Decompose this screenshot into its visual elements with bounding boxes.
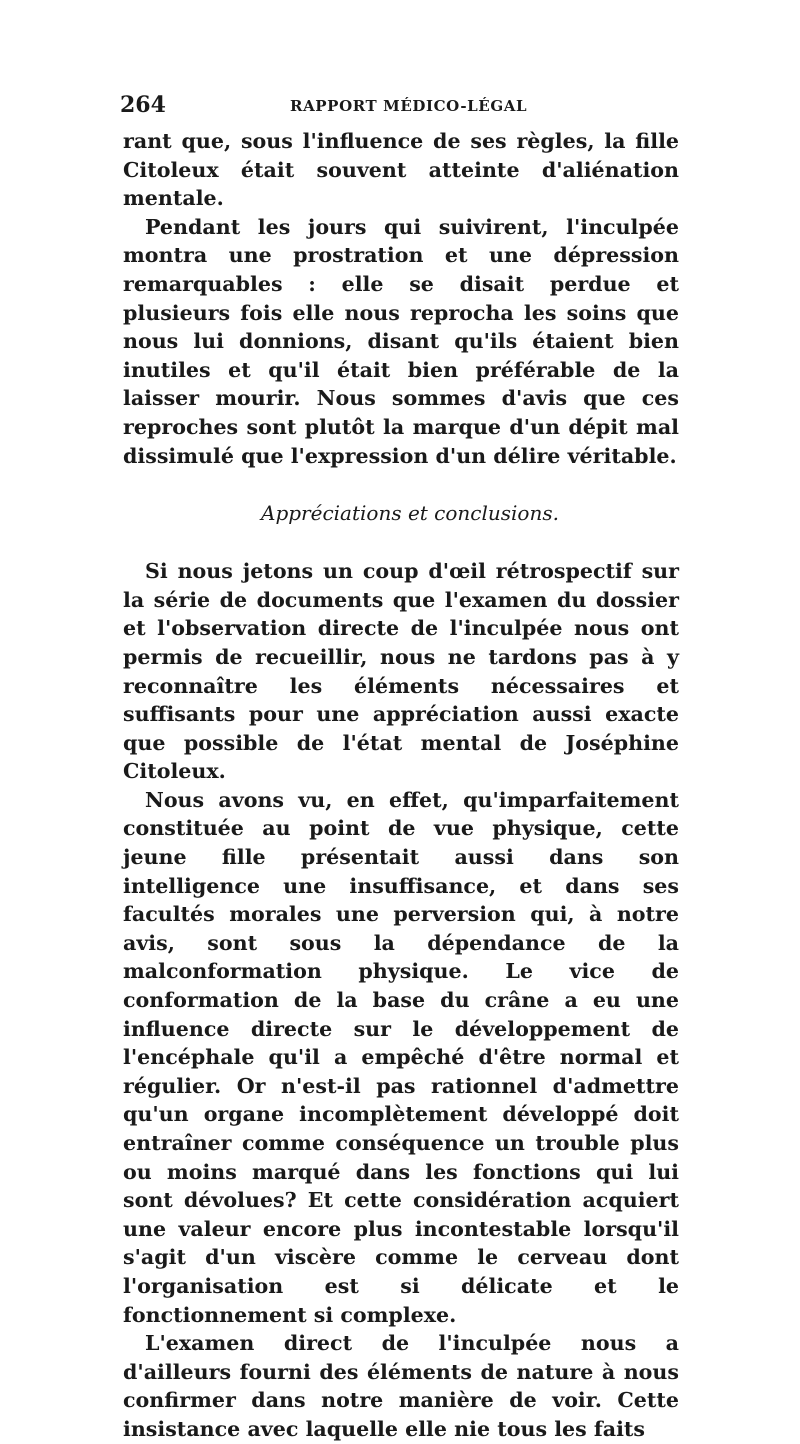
paragraph: Nous avons vu, en effet, qu'imparfaitement constituée au point de vue physique, cette jeune fille présentait aussi dans son intelligence une insuffisance, et dans ses facultés morales une perversion qui, à notre avis, sont sous la dépendance de la malconformation physique. Le vice de conformation de la base du crâne a eu une influence directe sur le développement de l'encéphale qu'il a empêché d'être normal et régulier. Or n'est-il pas rationnel d'admettre qu'un organe incomplètement développé doit entraîner comme conséquence un trouble plus ou moins marqué dans les fonctions qui lui sont dévolues? Et cette considération acquiert une valeur encore plus incontestable lorsqu'il s'agit d'un viscère comme le cerveau dont l'organisation est si délicate et le fonctionnement si complexe. [123,787,679,1327]
paragraph: rant que, sous l'influence de ses règles, la fille Citoleux était souvent atteinte d'aliénation mentale. [123,129,679,211]
body-text [123,127,679,1444]
page-header [120,93,680,117]
running-head: RAPPORT MÉDICO-LÉGAL [290,97,528,115]
paragraph: Si nous jetons un coup d'œil rétrospectif sur la série de documents que l'examen du dossier et l'observation directe de l'inculpée nous ont permis de recueillir, nous ne tardons pas à y reconnaître les éléments nécessaires et suffisants pour une appréciation aussi exacte que possible de l'état mental de Joséphine Citoleux. [123,559,679,784]
paragraph: L'examen direct de l'inculpée nous a d'ailleurs fourni des éléments de nature à nous confirmer dans notre manière de voir. Cette insistance avec laquelle elle nie tous les faits [123,1331,679,1441]
section-heading: Appréciations et conclusions. [261,501,559,526]
paragraph: Pendant les jours qui suivirent, l'inculpée montra une prostration et une dépression remarquables : elle se disait perdue et plusieurs fois elle nous reprocha les soins que nous lui donnions, disant qu'ils étaient bien inutiles et qu'il était bien préférable de la laisser mourir. Nous sommes d'avis que ces reproches sont plutôt la marque d'un dépit mal dissimulé que l'expression d'un délire véritable. [123,214,679,468]
page-number: 264 [120,92,166,118]
